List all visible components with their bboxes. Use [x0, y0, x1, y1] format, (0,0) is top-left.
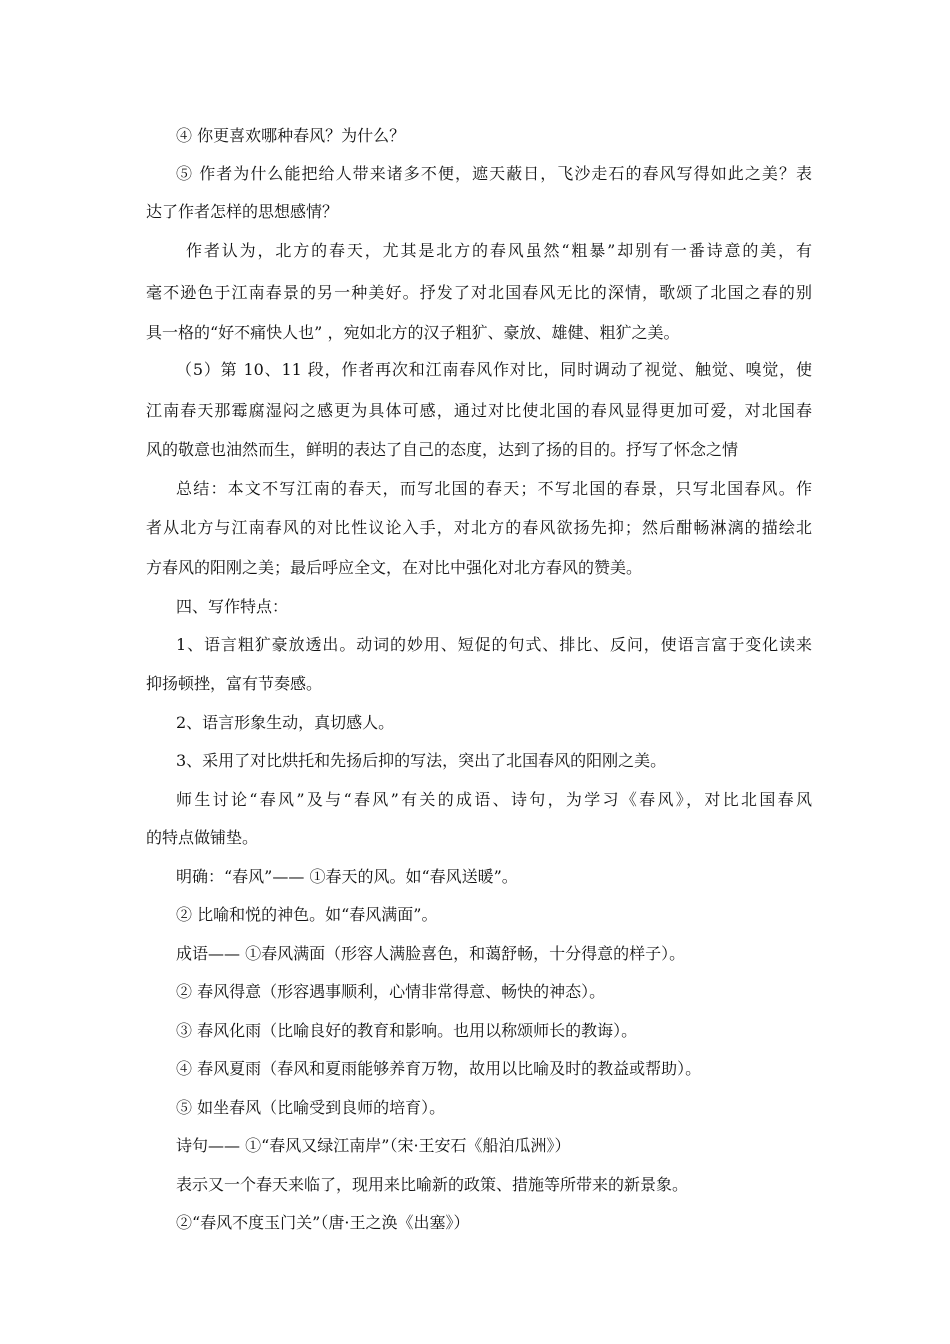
question-5-line-2: 达了作者怎样的思想感情？: [146, 202, 339, 221]
summary-line-3: 方春风的阳刚之美；最后呼应全文，在对比中强化对北方春风的赞美。: [146, 558, 643, 577]
question-4-line: ④ 你更喜欢哪种春风？为什么？: [176, 126, 406, 145]
idiom-line-3: ③ 春风化雨（比喻良好的教育和影响。也用以称颂师长的教诲）。: [176, 1021, 638, 1040]
idiom-line-4: ④ 春风夏雨（春风和夏雨能够养育万物，故用以比喻及时的教益或帮助）。: [176, 1059, 702, 1078]
poem-line-1: 诗句—— ①“春风又绿江南岸”（宋·王安石《船泊瓜洲》）: [176, 1136, 571, 1155]
answer-paragraph-line-1: 作者认为，北方的春天，尤其是北方的春风虽然“粗暴”却别有一番诗意的美，有: [186, 241, 812, 260]
answer-paragraph-line-2: 毫不逊色于江南春景的另一种美好。抒发了对北国春风无比的深情，歌颂了北国之春的别: [146, 283, 812, 302]
poem-line-2: ②“春风不度玉门关”（唐·王之涣《出塞》）: [176, 1213, 470, 1232]
section-4-heading: 四、写作特点：: [176, 597, 289, 616]
paragraph-5-line-3: 风的敬意也油然而生，鲜明的表达了自己的态度，达到了扬的目的。抒写了怀念之情: [146, 440, 739, 459]
paragraph-5-line-2: 江南春天那霉腐湿闷之感更为具体可感，通过对比使北国的春风显得更加可爱，对北国春: [146, 401, 812, 420]
feature-1-line-1: 1、语言粗犷豪放透出。动词的妙用、短促的句式、排比、反问，使语言富于变化读来: [176, 635, 812, 654]
idiom-line-2: ② 春风得意（形容遇事顺利，心情非常得意、畅快的神态）。: [176, 982, 606, 1001]
discussion-line-2: 的特点做铺垫。: [146, 828, 259, 847]
idiom-line-5: ⑤ 如坐春风（比喻受到良师的培育）。: [176, 1098, 446, 1117]
feature-3-line: 3、采用了对比烘托和先扬后抑的写法，突出了北国春风的阳刚之美。: [176, 751, 667, 770]
definition-line-2: ② 比喻和悦的神色。如“春风满面”。: [176, 905, 438, 924]
summary-line-2: 者从北方与江南春风的对比性议论入手，对北方的春风欲扬先抑；然后酣畅淋漓的描绘北: [146, 518, 812, 537]
answer-paragraph-line-3: 具一格的“好不痛快人也” ，宛如北方的汉子粗犷、豪放、雄健、粗犷之美。: [146, 323, 680, 342]
question-5-line-1: ⑤ 作者为什么能把给人带来诸多不便，遮天蔽日，飞沙走石的春风写得如此之美？表: [176, 164, 812, 183]
feature-2-line: 2、语言形象生动，真切感人。: [176, 713, 395, 732]
discussion-line-1: 师生讨论“春风”及与“春风”有关的成语、诗句，为学习《春风》，对比北国春风: [176, 790, 812, 809]
definition-line-1: 明确：“春风”—— ①春天的风。如“春风送暖”。: [176, 867, 518, 886]
poem-explanation-line: 表示又一个春天来临了，现用来比喻新的政策、措施等所带来的新景象。: [176, 1175, 689, 1194]
feature-1-line-2: 抑扬顿挫，富有节奏感。: [146, 674, 323, 693]
summary-line-1: 总结：本文不写江南的春天，而写北国的春天；不写北国的春景，只写北国春风。作: [176, 479, 812, 498]
paragraph-5-line-1: （5）第 10、11 段，作者再次和江南春风作对比，同时调动了视觉、触觉、嗅觉，使: [176, 360, 812, 379]
idiom-line-1: 成语—— ①春风满面（形容人满脸喜色，和蔼舒畅，十分得意的样子）。: [176, 944, 686, 963]
